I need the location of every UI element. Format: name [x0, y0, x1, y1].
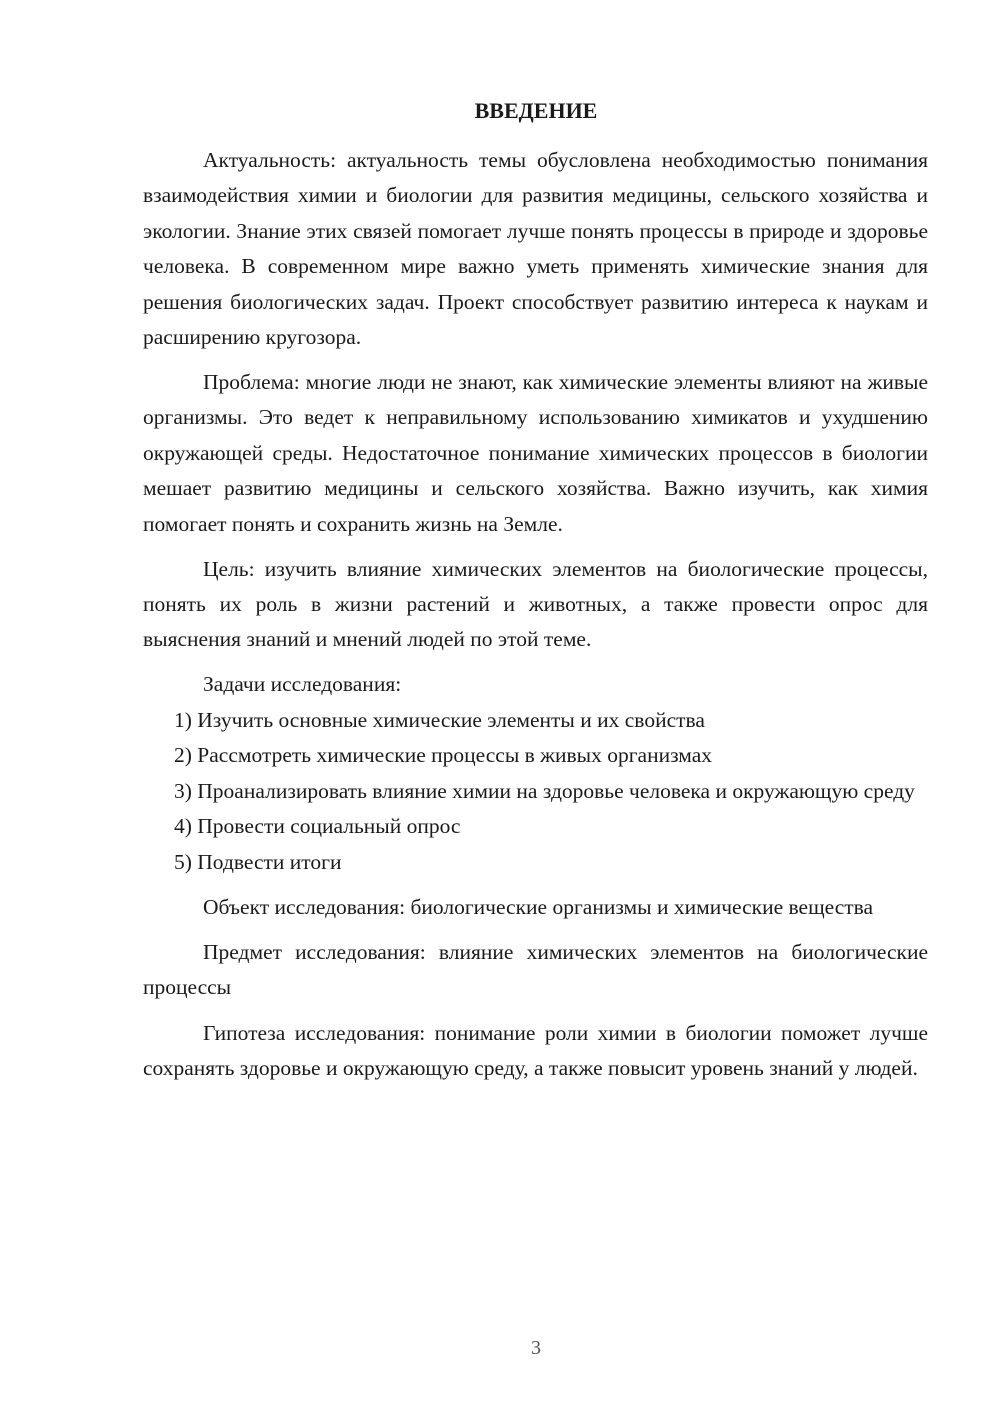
list-item: 4) Провести социальный опрос: [174, 814, 461, 839]
list-item: 2) Рассмотреть химические процессы в живых организмах: [174, 743, 713, 768]
object-paragraph: Объект исследования: биологические организмы и химические вещества: [203, 894, 874, 919]
hypothesis-paragraph: Гипотеза исследования: понимание роли химии в биологии поможет лучше сохранять здоровье и окружающую среду, а также повысит уровень знаний у людей.: [143, 1020, 928, 1081]
tasks-heading: Задачи исследования:: [203, 672, 402, 697]
subject-paragraph: Предмет исследования: влияние химических элементов на биологические процессы: [143, 939, 928, 1000]
relevance-paragraph: Актуальность: актуальность темы обусловлена необходимостью понимания взаимодействия химии и биологии для развития медицины, сельского хозяйства и экологии. Знание этих связей помогает лучше понять процессы в природе и здоровье человека. В современном мире важно уметь применять химические знания для решения биологических задач. Проект способствует развитию интереса к наукам и расширению кругозора.: [143, 148, 928, 350]
list-item: 5) Подвести итоги: [174, 849, 342, 874]
page-title: ВВЕДЕНИЕ: [474, 98, 598, 123]
goal-paragraph: Цель: изучить влияние химических элементов на биологические процессы, понять их роль в жизни растений и животных, а также провести опрос для выяснения знаний и мнений людей по этой теме.: [143, 556, 928, 652]
document-body: [143, 143, 928, 1087]
problem-paragraph: Проблема: многие люди не знают, как химические элементы влияют на живые организмы. Это ведет к неправильному использованию химикатов и ухудшению окружающей среды. Недостаточное понимание химических процессов в биологии мешает развитию медицины и сельского хозяйства. Важно изучить, как химия помогает понять и сохранить жизнь на Земле.: [143, 370, 928, 536]
page-number: 3: [531, 1337, 541, 1359]
list-item: 1) Изучить основные химические элементы и их свойства: [174, 707, 705, 732]
list-item: 3) Проанализировать влияние химии на здоровье человека и окружающую среду: [174, 778, 915, 803]
